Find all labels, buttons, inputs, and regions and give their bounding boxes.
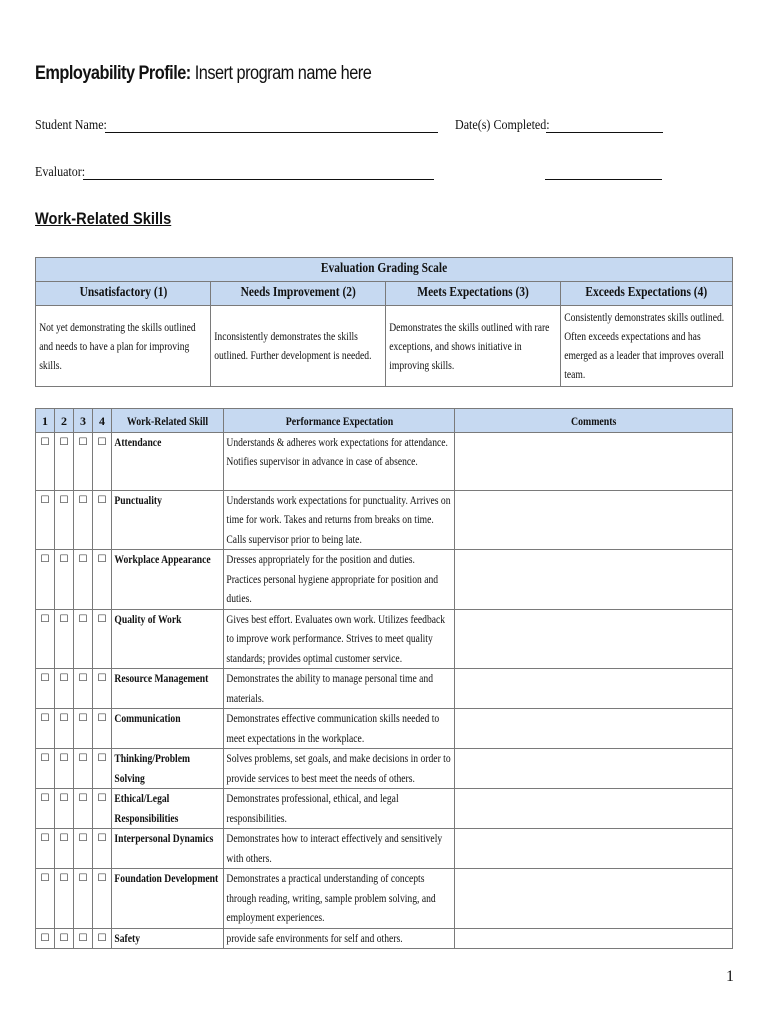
rating-checkbox-1[interactable]: ☐ <box>36 709 55 749</box>
skill-name-text: Ethical/Legal Responsibilities <box>114 791 179 825</box>
performance-expectation-text: Demonstrates effective communication skills needed to meet expectations in the workplace. <box>226 711 440 745</box>
rating-checkbox-2[interactable]: ☐ <box>55 749 74 789</box>
performance-expectation-text: Dresses appropriately for the position and duties. Practices personal hygiene appropriate for position and duties. <box>226 552 439 605</box>
rating-checkbox-4[interactable]: ☐ <box>93 669 112 709</box>
scale-level-desc: Not yet demonstrating the skills outlined and needs to have a plan for improving skills. <box>36 306 211 387</box>
col-header-1: 1 <box>36 409 55 433</box>
col-header-comments: Comments <box>455 409 733 433</box>
scale-level-desc: Consistently demonstrates skills outlined. Often exceeds expectations and has emerged as a leader that improves overall team. <box>561 306 733 387</box>
rating-checkbox-2[interactable]: ☐ <box>55 550 74 610</box>
rating-checkbox-4[interactable]: ☐ <box>93 869 112 929</box>
evaluator-date-line[interactable] <box>545 179 662 180</box>
rating-checkbox-3[interactable]: ☐ <box>74 432 93 490</box>
skill-name-text: Resource Management <box>114 671 209 685</box>
skill-name <box>112 869 224 929</box>
scale-level-label: Needs Improvement (2) <box>211 282 386 306</box>
performance-expectation <box>224 669 455 709</box>
performance-expectation-text: provide safe environments for self and others. <box>226 930 403 945</box>
rating-checkbox-4[interactable]: ☐ <box>93 749 112 789</box>
comments-cell[interactable] <box>455 609 733 669</box>
skill-name <box>112 432 224 490</box>
comments-cell[interactable] <box>455 928 733 949</box>
rating-checkbox-2[interactable]: ☐ <box>55 609 74 669</box>
skill-name <box>112 789 224 829</box>
performance-expectation <box>224 609 455 669</box>
table-row <box>36 609 733 669</box>
skill-name-text: Thinking/Problem Solving <box>114 751 190 785</box>
rating-checkbox-1[interactable]: ☐ <box>36 669 55 709</box>
performance-expectation <box>224 749 455 789</box>
comments-cell[interactable] <box>455 789 733 829</box>
rating-checkbox-1[interactable]: ☐ <box>36 609 55 669</box>
comments-cell[interactable] <box>455 550 733 610</box>
rating-checkbox-2[interactable]: ☐ <box>55 432 74 490</box>
rating-checkbox-2[interactable]: ☐ <box>55 789 74 829</box>
comments-cell[interactable] <box>455 829 733 869</box>
rating-checkbox-3[interactable]: ☐ <box>74 669 93 709</box>
dates-completed-label: Date(s) Completed: <box>455 118 550 133</box>
rating-checkbox-1[interactable]: ☐ <box>36 789 55 829</box>
skill-name-text: Workplace Appearance <box>114 552 211 566</box>
col-header-4: 4 <box>93 409 112 433</box>
comments-cell[interactable] <box>455 749 733 789</box>
skill-name-text: Interpersonal Dynamics <box>114 831 214 845</box>
rating-checkbox-4[interactable]: ☐ <box>93 490 112 550</box>
skill-name <box>112 749 224 789</box>
performance-expectation <box>224 550 455 610</box>
comments-cell[interactable] <box>455 709 733 749</box>
scale-level-label: Unsatisfactory (1) <box>36 282 211 306</box>
skill-name-text: Punctuality <box>114 492 162 507</box>
dates-completed-line[interactable] <box>546 132 663 133</box>
rating-checkbox-1[interactable]: ☐ <box>36 869 55 929</box>
performance-expectation-text: Demonstrates the ability to manage personal time and materials. <box>226 671 434 705</box>
rating-checkbox-2[interactable]: ☐ <box>55 669 74 709</box>
student-name-label: Student Name: <box>35 118 107 133</box>
grading-scale-table <box>35 257 733 387</box>
rating-checkbox-2[interactable]: ☐ <box>55 928 74 949</box>
table-row <box>36 669 733 709</box>
performance-expectation-text: Understands work expectations for punctuality. Arrives on time for work. Takes and returns from breaks on time. Calls supervisor prior to being late. <box>226 492 451 546</box>
rating-checkbox-2[interactable]: ☐ <box>55 869 74 929</box>
skill-name-text: Safety <box>114 930 140 945</box>
rating-checkbox-4[interactable]: ☐ <box>93 432 112 490</box>
performance-expectation-text: Solves problems, set goals, and make decisions in order to provide services to best meet the needs of others. <box>226 751 451 785</box>
performance-expectation <box>224 789 455 829</box>
skill-name <box>112 669 224 709</box>
rating-checkbox-4[interactable]: ☐ <box>93 609 112 669</box>
rating-checkbox-3[interactable]: ☐ <box>74 829 93 869</box>
table-row <box>36 490 733 550</box>
skill-name <box>112 550 224 610</box>
rating-checkbox-1[interactable]: ☐ <box>36 749 55 789</box>
scale-level-label: Meets Expectations (3) <box>386 282 561 306</box>
table-row <box>36 432 733 490</box>
table-row <box>36 928 733 949</box>
skill-name-text: Communication <box>114 711 181 725</box>
skill-name <box>112 609 224 669</box>
table-row <box>36 550 733 610</box>
skill-name <box>112 709 224 749</box>
student-name-line[interactable] <box>105 132 438 133</box>
rating-checkbox-4[interactable]: ☐ <box>93 789 112 829</box>
performance-expectation <box>224 928 455 949</box>
skill-name <box>112 490 224 550</box>
rating-checkbox-4[interactable]: ☐ <box>93 829 112 869</box>
rating-checkbox-1[interactable]: ☐ <box>36 550 55 610</box>
performance-expectation-text: Demonstrates professional, ethical, and legal responsibilities. <box>226 791 399 825</box>
rating-checkbox-3[interactable]: ☐ <box>74 789 93 829</box>
rating-checkbox-2[interactable]: ☐ <box>55 829 74 869</box>
skill-name <box>112 829 224 869</box>
skill-name-text: Attendance <box>114 434 162 449</box>
col-header-expectation: Performance Expectation <box>224 409 455 433</box>
rating-checkbox-3[interactable]: ☐ <box>74 749 93 789</box>
rating-checkbox-4[interactable]: ☐ <box>93 928 112 949</box>
rating-checkbox-3[interactable]: ☐ <box>74 709 93 749</box>
col-header-2: 2 <box>55 409 74 433</box>
performance-expectation <box>224 869 455 929</box>
rating-checkbox-4[interactable]: ☐ <box>93 709 112 749</box>
comments-cell[interactable] <box>455 869 733 929</box>
performance-expectation-text: Demonstrates how to interact effectively and sensitively with others. <box>226 831 443 865</box>
rating-checkbox-2[interactable]: ☐ <box>55 490 74 550</box>
performance-expectation-text: Gives best effort. Evaluates own work. Utilizes feedback to improve work performance. Strives to meet quality standards; provides optimal customer service. <box>226 611 446 665</box>
table-row <box>36 749 733 789</box>
performance-expectation-text: Demonstrates a practical understanding of concepts through reading, writing, sample problem solving, and employment experiences. <box>226 871 436 924</box>
performance-expectation <box>224 490 455 550</box>
comments-cell[interactable] <box>455 490 733 550</box>
performance-expectation <box>224 709 455 749</box>
scale-level-desc: Inconsistently demonstrates the skills outlined. Further development is needed. <box>211 306 386 387</box>
performance-expectation <box>224 829 455 869</box>
rating-checkbox-3[interactable]: ☐ <box>74 609 93 669</box>
rating-checkbox-1[interactable]: ☐ <box>36 490 55 550</box>
rating-checkbox-2[interactable]: ☐ <box>55 709 74 749</box>
evaluator-label: Evaluator: <box>35 165 86 180</box>
table-row <box>36 789 733 829</box>
evaluator-line[interactable] <box>83 179 434 180</box>
page-title: Employability Profile: Insert program name here <box>35 63 372 84</box>
skill-name-text: Foundation Development <box>114 871 219 885</box>
rating-checkbox-3[interactable]: ☐ <box>74 869 93 929</box>
rating-checkbox-3[interactable]: ☐ <box>74 490 93 550</box>
comments-cell[interactable] <box>455 669 733 709</box>
table-row <box>36 829 733 869</box>
performance-expectation-text: Understands & adheres work expectations for attendance. Notifies supervisor in advance in case of absence. <box>226 434 448 468</box>
performance-expectation <box>224 432 455 490</box>
rating-checkbox-1[interactable]: ☐ <box>36 928 55 949</box>
table-row <box>36 869 733 929</box>
table-row <box>36 709 733 749</box>
scale-level-desc: Demonstrates the skills outlined with rare exceptions, and shows initiative in improving skills. <box>386 306 561 387</box>
skills-table <box>35 408 733 949</box>
scale-level-label: Exceeds Expectations (4) <box>561 282 733 306</box>
col-header-3: 3 <box>74 409 93 433</box>
col-header-skill: Work-Related Skill <box>112 409 224 433</box>
section-title: Work-Related Skills <box>35 209 172 228</box>
page-number: 1 <box>726 968 734 985</box>
grading-scale-title: Evaluation Grading Scale <box>36 258 733 282</box>
skill-name <box>112 928 224 949</box>
rating-checkbox-4[interactable]: ☐ <box>93 550 112 610</box>
rating-checkbox-3[interactable]: ☐ <box>74 928 93 949</box>
comments-cell[interactable] <box>455 432 733 490</box>
rating-checkbox-3[interactable]: ☐ <box>74 550 93 610</box>
rating-checkbox-1[interactable]: ☐ <box>36 432 55 490</box>
skill-name-text: Quality of Work <box>114 611 182 626</box>
rating-checkbox-1[interactable]: ☐ <box>36 829 55 869</box>
